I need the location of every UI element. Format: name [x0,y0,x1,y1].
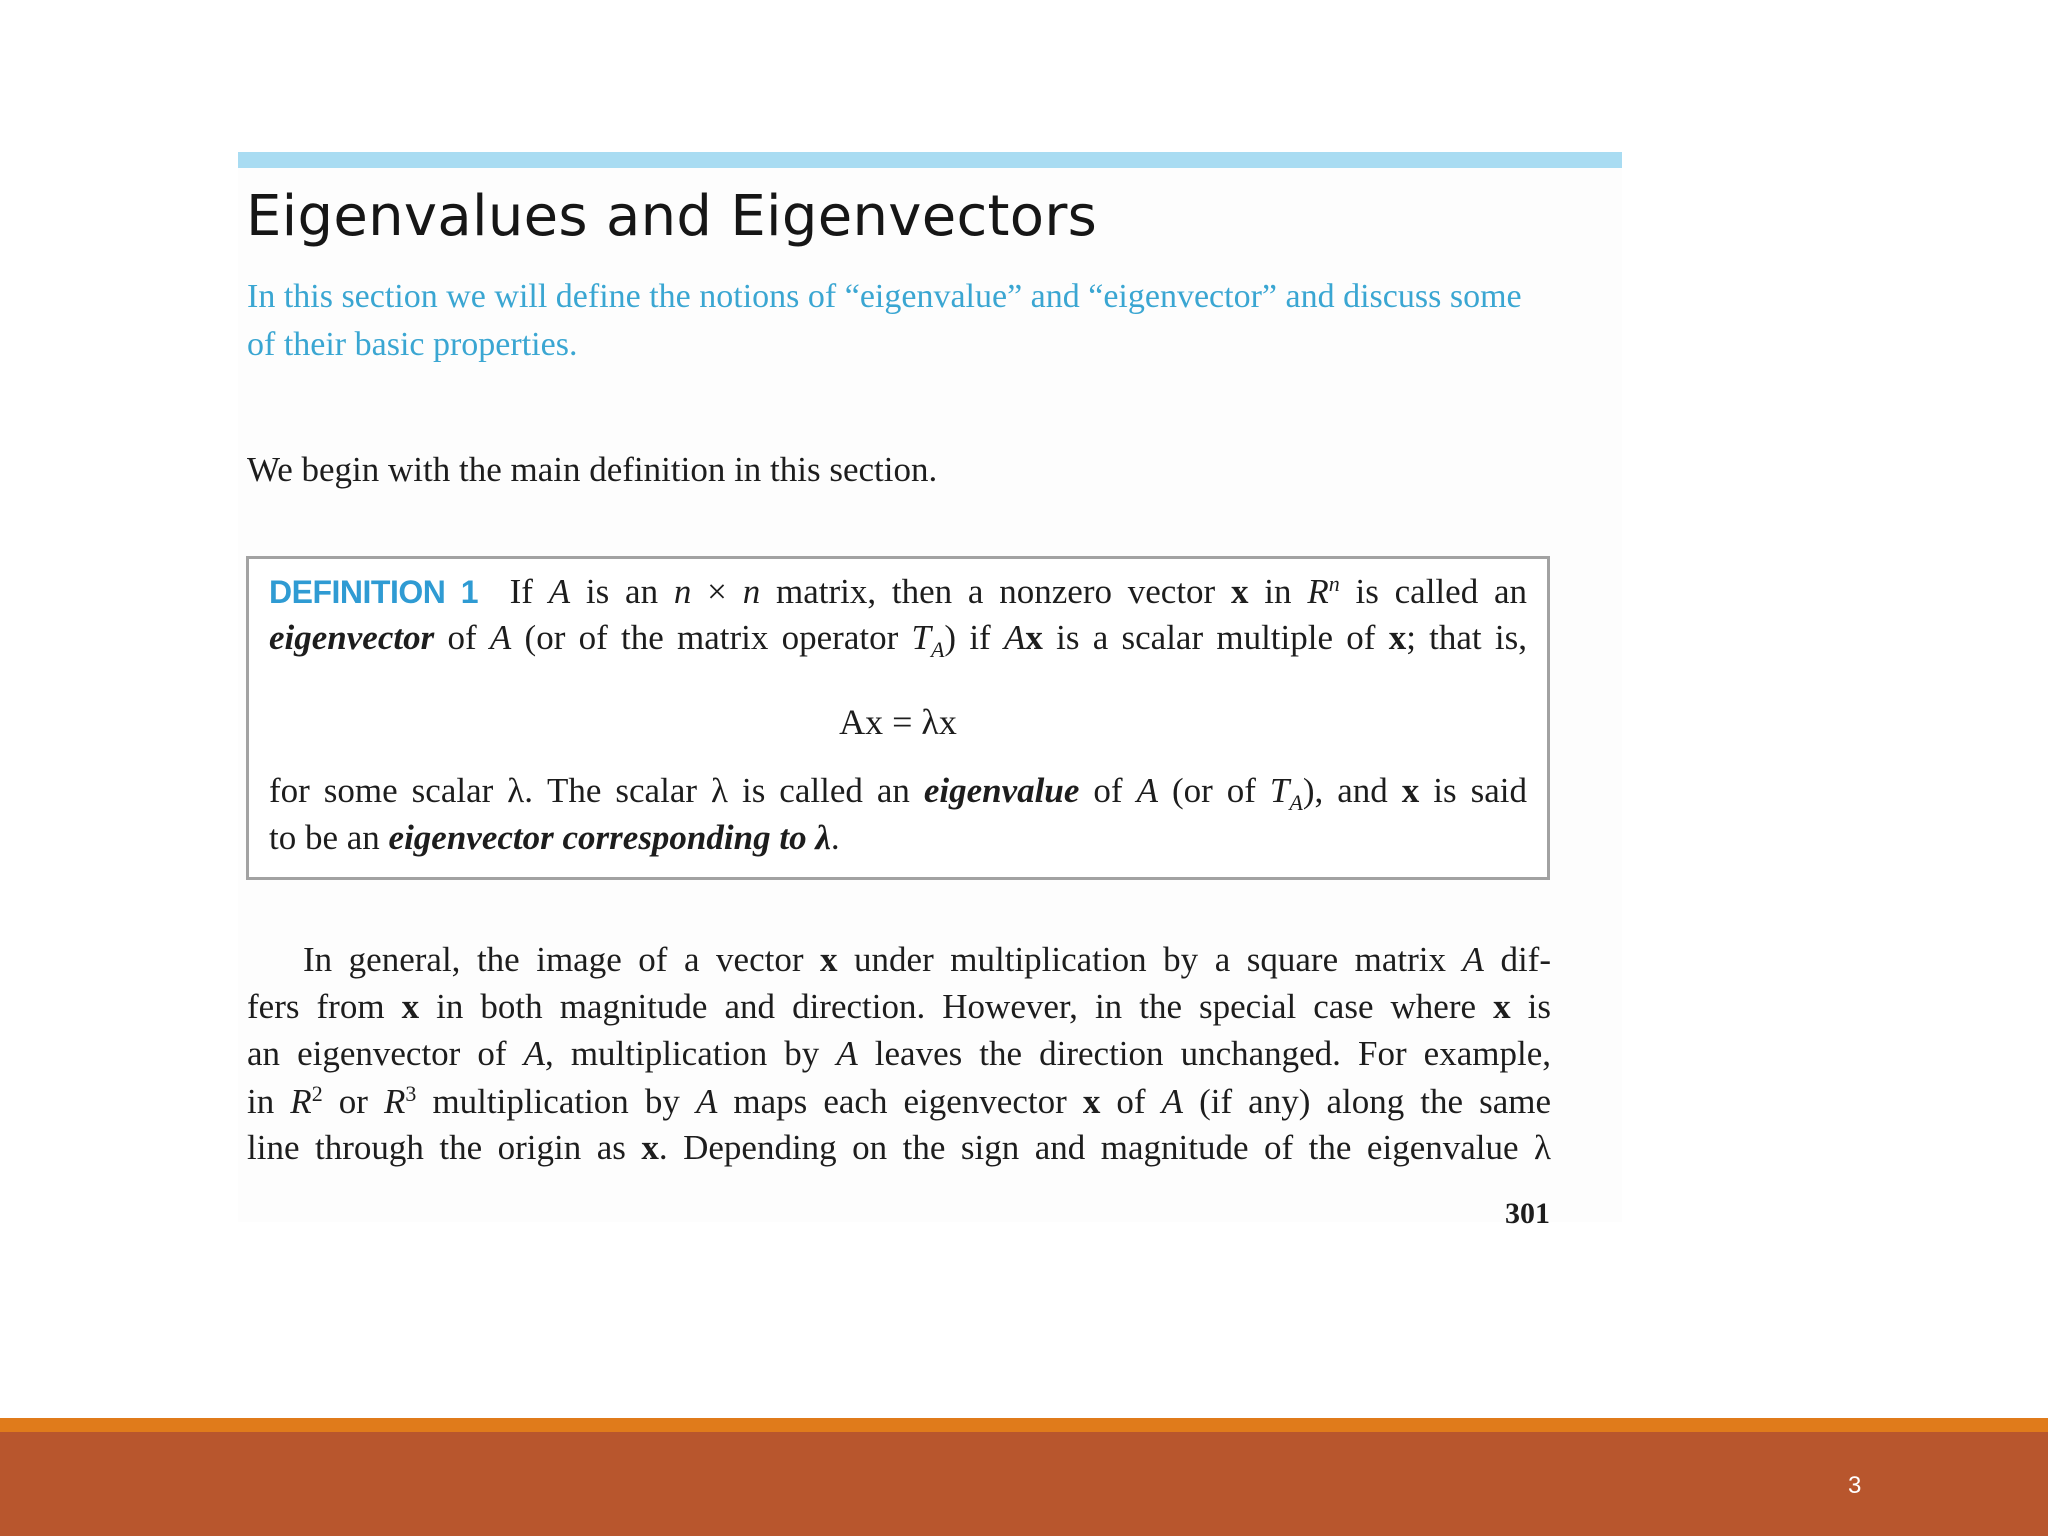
lead-sentence: We begin with the main definition in this section. [247,450,938,489]
body-line-1: In general, the image of a vector x under multiplication by a square matrix A dif- [303,940,1551,979]
body-line-4: in $R^2$ or $R^3$ multiplication by A maps each eigenvector x of A (if any) along the same [247,1081,1552,1121]
term-eigenvalue: eigenvalue [923,771,1080,810]
page-folio: 301 [1505,1197,1550,1230]
definition-line-2: eigenvector of A (or of the matrix operator $T_A$) if Ax is a scalar multiple of x; that is, [269,618,1527,662]
term-eigenvector: eigenvector [269,618,435,657]
definition-line-3: for some scalar λ. The scalar λ is called an eigenvalue of A (or of $T_A$), and x is said [269,771,1527,815]
definition-box [246,556,1550,880]
section-header-rule [238,152,1622,168]
term-eigenvector-corresponding: eigenvector corresponding to λ [388,818,831,857]
body-line-5: line through the origin as x. Depending on the sign and magnitude of the eigenvalue λ [247,1128,1551,1167]
body-line-3: an eigenvector of A, multiplication by A leaves the direction unchanged. For example, [247,1034,1551,1073]
footer-accent-stripe [0,1418,2048,1432]
textbook-page-image [238,152,1622,1230]
slide-number: 3 [1848,1472,1862,1499]
footer-bar [0,1432,2048,1536]
body-line-2: fers from x in both magnitude and direction. However, in the special case where x is [247,987,1551,1026]
section-title: Eigenvalues and Eigenvectors [246,184,1098,249]
definition-equation: Ax = λx [839,702,957,742]
definition-label: DEFINITION 1 [269,574,479,610]
definition-line-4: to be an eigenvector corresponding to λ. [269,818,840,857]
section-intro: In this section we will define the notions of “eigenvalue” and “eigenvector” and discuss some of their basic properties. [247,278,1522,363]
definition-line-1: DEFINITION 1 If A is an n × n matrix, then a nonzero vector x in $R^n$ is called an [269,571,1528,611]
